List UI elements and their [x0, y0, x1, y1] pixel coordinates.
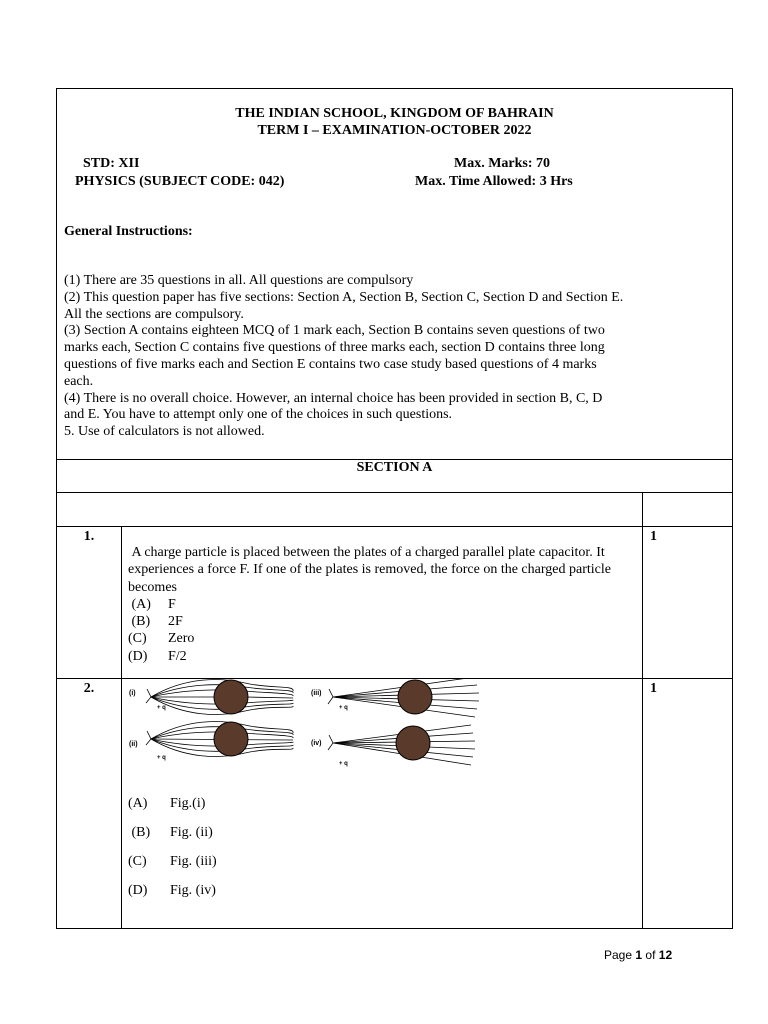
figure-label: (i)	[129, 690, 136, 697]
charge-label: + q	[339, 761, 348, 767]
option-value: 2F	[168, 614, 183, 630]
option-row	[128, 596, 628, 613]
page-current: 1	[635, 948, 643, 962]
sphere-iv	[396, 726, 430, 760]
charge-label: + q	[339, 705, 348, 711]
option-value: F	[168, 596, 176, 612]
option-row	[128, 854, 217, 870]
exam-page-frame	[56, 88, 733, 929]
school-title: THE INDIAN SCHOOL, KINGDOM OF BAHRAIN	[235, 106, 554, 121]
option-key: (B)	[128, 825, 151, 840]
of-word: of	[645, 948, 656, 962]
figure-label: (iv)	[311, 740, 322, 747]
option-row	[128, 825, 213, 841]
time-label: Max. Time Allowed: 3 Hrs	[415, 174, 573, 189]
option-key: (D)	[128, 648, 148, 664]
option-key: (D)	[128, 883, 148, 898]
instruction-item: (2) This question paper has five sections: Section A, Section B, Section C, Section D and Section E. All the sections are compulsory.	[64, 289, 624, 322]
question-number: 1.	[83, 529, 95, 544]
charge-label: + q	[157, 755, 166, 761]
option-row	[128, 883, 216, 899]
table-row-divider	[57, 526, 732, 527]
question-stem: A charge particle is placed between the plates of a charged parallel plate capacitor. It experiences a force F. If one of the plates is removed, the force on the charged particle becomes	[128, 545, 615, 595]
max-marks-label: Max. Marks: 70	[454, 156, 551, 171]
option-key: (A)	[128, 796, 148, 811]
instruction-item: (3) Section A contains eighteen MCQ of 1 mark each, Section B contains seven questions of two marks each, Section C contains five questions of three marks each, section D contains three long questions of five marks each and Section E contains two case study based questions of 4 marks each.	[64, 323, 605, 389]
instruction-item: (1) There are 35 questions in all. All questions are compulsory	[64, 273, 414, 288]
sphere-iii	[398, 680, 432, 714]
instructions-list	[64, 273, 624, 441]
charge-label: + q	[157, 705, 166, 711]
option-value: Zero	[168, 631, 195, 647]
question-marks: 1	[650, 529, 657, 544]
option-key: (C)	[128, 854, 147, 869]
option-key: (C)	[128, 631, 147, 647]
table-row-divider	[57, 492, 732, 493]
option-row	[128, 613, 628, 630]
sphere-i	[214, 680, 248, 714]
std-label: STD: XII	[83, 156, 140, 171]
figure-label: (iii)	[311, 690, 322, 697]
instructions-heading: General Instructions:	[64, 224, 193, 239]
instruction-item: (4) There is no overall choice. However, an internal choice has been provided in section B, C, D and E. You have to attempt only one of the choices in such questions.	[64, 390, 603, 423]
option-row	[128, 630, 628, 647]
option-row	[128, 648, 628, 665]
subject-label: PHYSICS (SUBJECT CODE: 042)	[75, 174, 285, 189]
option-value: Fig. (ii)	[170, 825, 213, 840]
option-value: Fig. (iv)	[170, 883, 216, 898]
question-marks: 1	[650, 681, 657, 696]
page-footer	[604, 948, 672, 962]
instruction-item: 5. Use of calculators is not allowed.	[64, 424, 265, 440]
page-total: 12	[658, 948, 673, 962]
field-lines-figure	[125, 679, 485, 781]
option-value: Fig.(i)	[170, 796, 206, 811]
section-a-title: SECTION A	[356, 460, 433, 475]
number-column-divider	[121, 526, 122, 928]
figure-label: (ii)	[129, 741, 138, 748]
question-number: 2.	[83, 681, 95, 696]
exam-title: TERM I – EXAMINATION-OCTOBER 2022	[257, 123, 532, 138]
option-value: F/2	[168, 648, 187, 664]
question-text	[128, 544, 628, 665]
option-key: (B)	[128, 614, 151, 630]
marks-column-divider	[642, 492, 643, 928]
option-row	[128, 796, 205, 812]
option-key: (A)	[128, 596, 151, 612]
option-value: Fig. (iii)	[170, 854, 217, 869]
sphere-ii	[214, 722, 248, 756]
page-word: Page	[604, 948, 633, 962]
